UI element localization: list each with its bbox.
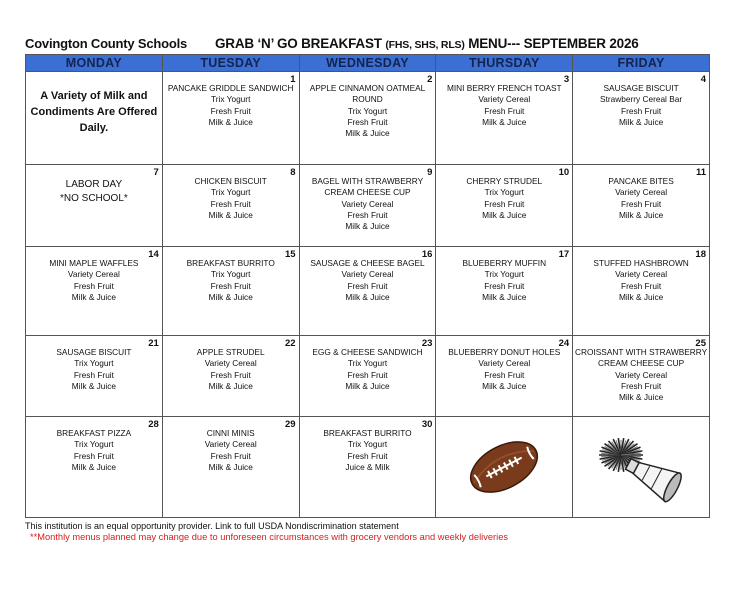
menu-items xyxy=(300,336,436,392)
entree: CROISSANT WITH STRAWBERRY CREAM CHEESE CUP xyxy=(575,347,708,369)
side-item: Variety Cereal xyxy=(204,358,257,369)
side-item: Trix Yogurt xyxy=(347,105,388,116)
entree: SAUSAGE & CHEESE BAGEL xyxy=(310,258,425,268)
day-number: 11 xyxy=(695,167,706,178)
side-item: Fresh Fruit xyxy=(210,280,251,291)
side-item: Milk & Juice xyxy=(618,392,664,403)
day-number: 10 xyxy=(558,167,570,178)
side-item: Fresh Fruit xyxy=(621,380,662,391)
weekday-header: TUESDAY xyxy=(162,55,299,72)
side-item: Milk & Juice xyxy=(618,209,664,220)
day-number: 24 xyxy=(558,338,570,349)
side-item: Milk & Juice xyxy=(71,461,117,472)
side-item: Trix Yogurt xyxy=(347,358,388,369)
menu-items xyxy=(26,417,162,473)
side-item: Trix Yogurt xyxy=(74,358,114,369)
side-item: Variety Cereal xyxy=(478,94,531,105)
title-row xyxy=(25,36,715,54)
side-item: Fresh Fruit xyxy=(484,369,525,380)
day-number: 18 xyxy=(695,249,706,260)
day-cell xyxy=(436,336,573,417)
entree: SAUSAGE BISCUIT xyxy=(56,347,132,357)
side-item: Milk & Juice xyxy=(482,116,527,127)
side-item: Fresh Fruit xyxy=(210,450,251,461)
day-cell xyxy=(26,72,163,165)
menu-change-notice: **Monthly menus planned may change due to unforeseen circumstances with grocery vendors and weekly deliveries xyxy=(30,532,509,542)
entree: STUFFED HASHBROWN xyxy=(593,258,689,268)
day-cell xyxy=(299,165,436,247)
week-row xyxy=(26,417,710,518)
menu-items xyxy=(163,247,299,303)
side-item: Trix Yogurt xyxy=(211,187,251,198)
menu-items xyxy=(300,247,436,303)
day-number: 22 xyxy=(285,338,296,349)
entree: BREAKFAST BURRITO xyxy=(186,258,275,268)
menu-items xyxy=(163,72,299,128)
football-icon xyxy=(436,417,572,517)
menu-items xyxy=(300,72,436,139)
side-item: Fresh Fruit xyxy=(621,105,662,116)
side-item: Milk & Juice xyxy=(345,380,390,391)
menu-items xyxy=(26,247,162,303)
week-row xyxy=(26,72,710,165)
day-number: 7 xyxy=(153,167,159,178)
day-cell xyxy=(162,336,299,417)
day-number: 30 xyxy=(421,419,433,430)
day-number: 23 xyxy=(421,338,433,349)
menu-items xyxy=(573,247,709,303)
day-cell xyxy=(573,247,710,336)
menu-items xyxy=(573,165,709,221)
day-cell xyxy=(436,72,573,165)
side-item: Milk & Juice xyxy=(482,380,527,391)
side-item: Variety Cereal xyxy=(615,269,668,280)
menu-items xyxy=(26,336,162,392)
entree: APPLE CINNAMON OATMEAL ROUND xyxy=(309,83,426,105)
menu-title-main: GRAB ‘N’ GO BREAKFAST xyxy=(215,36,382,51)
day-number: 9 xyxy=(427,167,433,178)
entree: MINI BERRY FRENCH TOAST xyxy=(446,83,562,93)
weekday-header: WEDNESDAY xyxy=(299,55,436,72)
day-cell xyxy=(573,336,710,417)
pompom-megaphone-icon xyxy=(573,417,709,517)
weekday-header: FRIDAY xyxy=(573,55,710,72)
day-cell xyxy=(26,165,163,247)
day-number: 3 xyxy=(563,74,570,85)
day-number: 2 xyxy=(427,74,433,85)
side-item: Milk & Juice xyxy=(208,209,253,220)
entree: SAUSAGE BISCUIT xyxy=(603,83,679,93)
day-cell xyxy=(436,417,573,518)
side-item: Milk & Juice xyxy=(208,116,253,127)
side-item: Fresh Fruit xyxy=(210,198,251,209)
side-item: Milk & Juice xyxy=(618,116,664,127)
day-cell xyxy=(299,417,436,518)
day-cell xyxy=(162,72,299,165)
weekday-header: MONDAY xyxy=(26,55,163,72)
side-item: Milk & Juice xyxy=(71,291,117,302)
side-item: Fresh Fruit xyxy=(73,450,114,461)
side-item: Milk & Juice xyxy=(208,291,253,302)
holiday-note xyxy=(26,165,162,206)
day-cell xyxy=(162,165,299,247)
side-item: Trix Yogurt xyxy=(484,187,524,198)
side-item: Milk & Juice xyxy=(482,209,527,220)
nondiscrimination-statement: This institution is an equal opportunity provider. Link to full USDA Nondiscrimination statement xyxy=(25,521,399,531)
side-item: Variety Cereal xyxy=(67,269,120,280)
entree: BAGEL WITH STRAWBERRY CREAM CHEESE CUP xyxy=(311,176,424,198)
menu-title-schools: (FHS, SHS, RLS) xyxy=(385,39,465,51)
entree: PANCAKE BITES xyxy=(608,176,674,186)
day-number: 17 xyxy=(558,249,570,260)
side-item: Fresh Fruit xyxy=(484,198,525,209)
entree: BREAKFAST PIZZA xyxy=(56,428,132,438)
day-number: 14 xyxy=(148,249,159,260)
menu-items xyxy=(436,72,572,128)
day-number: 1 xyxy=(290,74,296,85)
side-item: Fresh Fruit xyxy=(621,280,662,291)
day-cell xyxy=(26,336,163,417)
menu-title xyxy=(215,36,639,51)
entree: MINI MAPLE WAFFLES xyxy=(49,258,139,268)
week-row xyxy=(26,165,710,247)
side-item: Trix Yogurt xyxy=(484,269,524,280)
side-item: Variety Cereal xyxy=(341,269,394,280)
side-item: Variety Cereal xyxy=(615,187,668,198)
side-item: Variety Cereal xyxy=(204,439,257,450)
day-cell xyxy=(573,417,710,518)
holiday-line: *NO SCHOOL* xyxy=(60,193,128,204)
day-cell xyxy=(162,417,299,518)
menu-items xyxy=(300,417,436,473)
side-item: Fresh Fruit xyxy=(210,369,251,380)
menu-items xyxy=(163,417,299,473)
side-item: Variety Cereal xyxy=(615,369,668,380)
side-item: Milk & Juice xyxy=(345,128,390,139)
menu-items xyxy=(163,336,299,392)
side-item: Fresh Fruit xyxy=(347,369,388,380)
menu-items xyxy=(436,165,572,221)
day-number: 28 xyxy=(148,419,159,430)
side-item: Milk & Juice xyxy=(482,291,527,302)
entree: EGG & CHEESE SANDWICH xyxy=(312,347,423,357)
day-cell xyxy=(436,165,573,247)
milk-condiments-note: A Variety of Milk and Condiments Are Offered Daily. xyxy=(30,90,158,134)
side-item: Trix Yogurt xyxy=(74,439,114,450)
side-item: Juice & Milk xyxy=(345,461,390,472)
side-item: Milk & Juice xyxy=(208,380,253,391)
menu-items xyxy=(436,336,572,392)
day-cell xyxy=(299,72,436,165)
side-item: Strawberry Cereal Bar xyxy=(600,94,683,105)
side-item: Milk & Juice xyxy=(71,380,117,391)
day-cell xyxy=(436,247,573,336)
side-item: Trix Yogurt xyxy=(347,439,388,450)
day-cell xyxy=(26,247,163,336)
weekday-header-row xyxy=(26,55,710,72)
day-number: 16 xyxy=(421,249,433,260)
weekday-header: THURSDAY xyxy=(436,55,573,72)
entree: CINNI MINIS xyxy=(206,428,255,438)
entree: BLUEBERRY DONUT HOLES xyxy=(448,347,561,357)
day-cell xyxy=(573,165,710,247)
menu-calendar xyxy=(25,54,710,518)
side-item: Trix Yogurt xyxy=(211,94,251,105)
entree: PANCAKE GRIDDLE SANDWICH xyxy=(167,83,294,93)
side-item: Fresh Fruit xyxy=(73,369,114,380)
menu-items xyxy=(163,165,299,221)
side-item: Fresh Fruit xyxy=(347,450,388,461)
day-number: 4 xyxy=(700,74,706,85)
side-item: Milk & Juice xyxy=(345,221,390,232)
entree: CHICKEN BISCUIT xyxy=(194,176,267,186)
side-item: Milk & Juice xyxy=(618,291,664,302)
day-cell xyxy=(299,247,436,336)
entree: BREAKFAST BURRITO xyxy=(323,428,412,438)
day-number: 15 xyxy=(285,249,296,260)
side-item: Fresh Fruit xyxy=(484,280,525,291)
menu-items xyxy=(436,247,572,303)
side-item: Fresh Fruit xyxy=(210,105,251,116)
day-number: 29 xyxy=(285,419,296,430)
day-cell xyxy=(299,336,436,417)
holiday-line: LABOR DAY xyxy=(65,179,123,190)
day-cell xyxy=(162,247,299,336)
side-item: Variety Cereal xyxy=(478,358,531,369)
menu-items xyxy=(300,165,436,232)
side-item: Fresh Fruit xyxy=(484,105,525,116)
side-item: Fresh Fruit xyxy=(347,209,388,220)
menu-title-month: MENU--- SEPTEMBER 2026 xyxy=(468,36,639,51)
side-item: Fresh Fruit xyxy=(347,116,388,127)
entree: APPLE STRUDEL xyxy=(196,347,265,357)
menu-items xyxy=(573,336,709,403)
day-cell xyxy=(26,417,163,518)
side-item: Fresh Fruit xyxy=(621,198,662,209)
day-number: 8 xyxy=(290,167,296,178)
day-number: 21 xyxy=(148,338,159,349)
side-item: Fresh Fruit xyxy=(347,280,388,291)
side-item: Milk & Juice xyxy=(208,461,253,472)
side-item: Fresh Fruit xyxy=(73,280,114,291)
side-item: Milk & Juice xyxy=(345,291,390,302)
week-row xyxy=(26,247,710,336)
entree: BLUEBERRY MUFFIN xyxy=(462,258,547,268)
day-number: 25 xyxy=(695,338,706,349)
side-item: Variety Cereal xyxy=(341,198,394,209)
entree: CHERRY STRUDEL xyxy=(466,176,543,186)
menu-items xyxy=(573,72,709,128)
week-row xyxy=(26,336,710,417)
day-cell xyxy=(573,72,710,165)
side-item: Trix Yogurt xyxy=(211,269,251,280)
school-name: Covington County Schools xyxy=(25,36,188,51)
